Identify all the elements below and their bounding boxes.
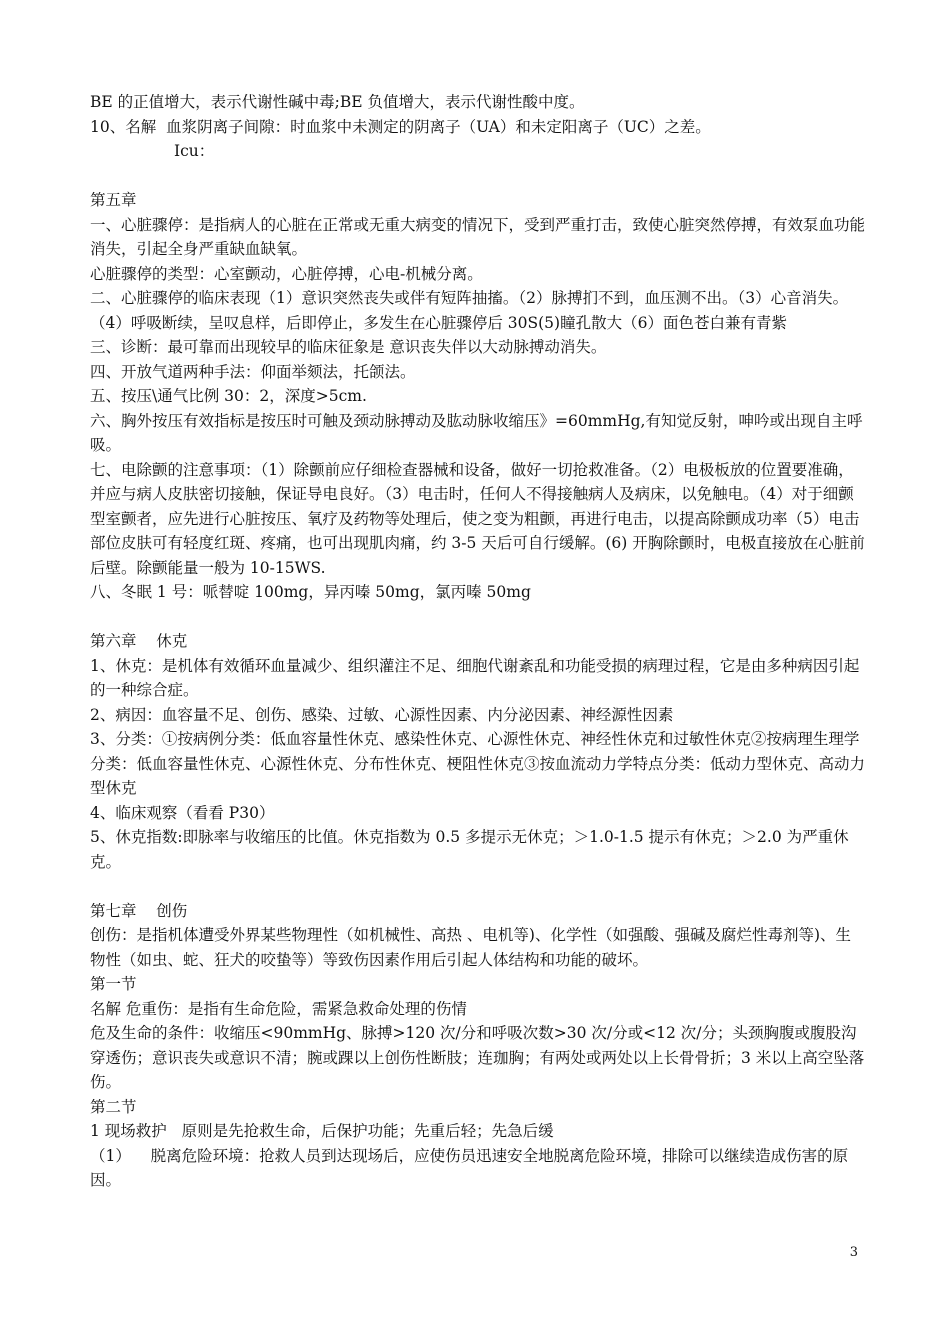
text-line: 危及生命的条件：收缩压<90mmHg、脉搏>120 次/分和呼吸次数>30 次/分或<12 次/分；头颈胸腹或腹股沟穿透伤；意识丧失或意识不清；腕或踝以上创伤性断肢；连珈胸；有两处或两处以上长骨骨折；3 米以上高空坠落伤。: [90, 1024, 865, 1091]
section-heading: 第一节: [90, 975, 137, 993]
text-line: 创伤：是指机体遭受外界某些物理性（如机械性、高热 、电机等)、化学性（如强酸、强碱及腐烂性毒剂等)、生物性（如虫、蛇、狂犬的咬蛰等）等致伤因素作用后引起人体结构和功能的破坏。: [90, 926, 852, 969]
text-line: 名解 危重伤：是指有生命危险，需紧急救命处理的伤情: [90, 999, 467, 1018]
document-body: [90, 90, 865, 1193]
text-line: 五、按压\通气比例 30：2，深度>5cm.: [90, 387, 367, 405]
text-line: 5、休克指数:即脉率与收缩压的比值。休克指数为 0.5 多提示无休克；＞1.0-1.5 提示有休克；＞2.0 为严重休克。: [90, 828, 849, 871]
chapter-heading: 第七章 创伤: [90, 901, 188, 920]
text-line: 心脏骤停的类型：心室颤动，心脏停搏，心电-机械分离。: [90, 264, 483, 283]
section-heading: 第二节: [90, 1097, 137, 1116]
page-number: 3: [849, 1245, 858, 1260]
text-line: 八、冬眠 1 号：哌替啶 100mg，异丙嗪 50mg，氯丙嗪 50mg: [90, 583, 531, 601]
chapter-heading: 第六章 休克: [90, 632, 188, 650]
text-line: 七、电除颤的注意事项：（1）除颤前应仔细检查器械和设备，做好一切抢救准备。（2）电极板放的位置要准确，并应与病人皮肤密切接触，保证导电良好。（3）电击时，任何人不得接触病人及病床，以免触电。（4）对于细颤型室颤者，应先进行心脏按压、氧疗及药物等处理后，使之变为粗颤，再进行电击，以提高除颤成功率（5）电击部位皮肤可有轻度红斑、疼痛，也可出现肌肉痛，约 3-5 天后可自行缓解。(6) 开胸除颤时，电极直接放在心脏前后壁。除颤能量一般为 10-15WS.: [90, 460, 865, 577]
blank-line: [90, 605, 865, 630]
text-line: 六、胸外按压有效指标是按压时可触及颈动脉搏动及肱动脉收缩压》=60mmHg,有知觉反射，呻吟或出现自主呼吸。: [90, 411, 863, 454]
text-line: 2、病因：血容量不足、创伤、感染、过敏、心源性因素、内分泌因素、神经源性因素: [90, 705, 674, 724]
text-line: BE 的正值增大，表示代谢性碱中毒;BE 负值增大，表示代谢性酸中度。: [90, 93, 585, 111]
blank-line: [90, 164, 865, 189]
text-line: Icu：: [174, 142, 215, 160]
text-line: 10、名解 血浆阴离子间隙：时血浆中未测定的阴离子（UA）和未定阳离子（UC）之差。: [90, 117, 711, 136]
blank-line: [90, 874, 865, 899]
text-line: （1） 脱离危险环境：抢救人员到达现场后，应使伤员迅速安全地脱离危险环境，排除可以继续造成伤害的原因。: [90, 1146, 849, 1189]
chapter-heading: 第五章: [90, 191, 137, 209]
text-line: 1 现场救护 原则是先抢救生命，后保护功能；先重后轻；先急后缓: [90, 1122, 554, 1140]
text-line: 三、诊断：最可靠而出现较早的临床征象是 意识丧失伴以大动脉搏动消失。: [90, 338, 607, 356]
text-line: 二、心脏骤停的临床表现（1）意识突然丧失或伴有短阵抽搐。（2）脉搏扪不到，血压测不出。（3）心音消失。（4）呼吸断续，呈叹息样，后即停止，多发生在心脏骤停后 30S(5)瞳孔散大（6）面色苍白兼有青紫: [90, 289, 849, 332]
text-line: 四、开放气道两种手法：仰面举颏法，托颌法。: [90, 362, 416, 381]
text-line: 3、分类：①按病例分类：低血容量性休克、感染性休克、心源性休克、神经性休克和过敏性休克②按病理生理学分类：低血容量性休克、心源性休克、分布性休克、梗阻性休克③按血流动力学特点分类：低动力型休克、高动力型休克: [90, 730, 866, 797]
text-line: 4、临床观察（看看 P30）: [90, 803, 275, 822]
text-line: 一、心脏骤停：是指病人的心脏在正常或无重大病变的情况下，受到严重打击，致使心脏突然停搏，有效泵血功能消失，引起全身严重缺血缺氧。: [90, 215, 866, 258]
text-line: 1、休克：是机体有效循环血量减少、组织灌注不足、细胞代谢紊乱和功能受损的病理过程，它是由多种病因引起的一种综合症。: [90, 656, 860, 699]
